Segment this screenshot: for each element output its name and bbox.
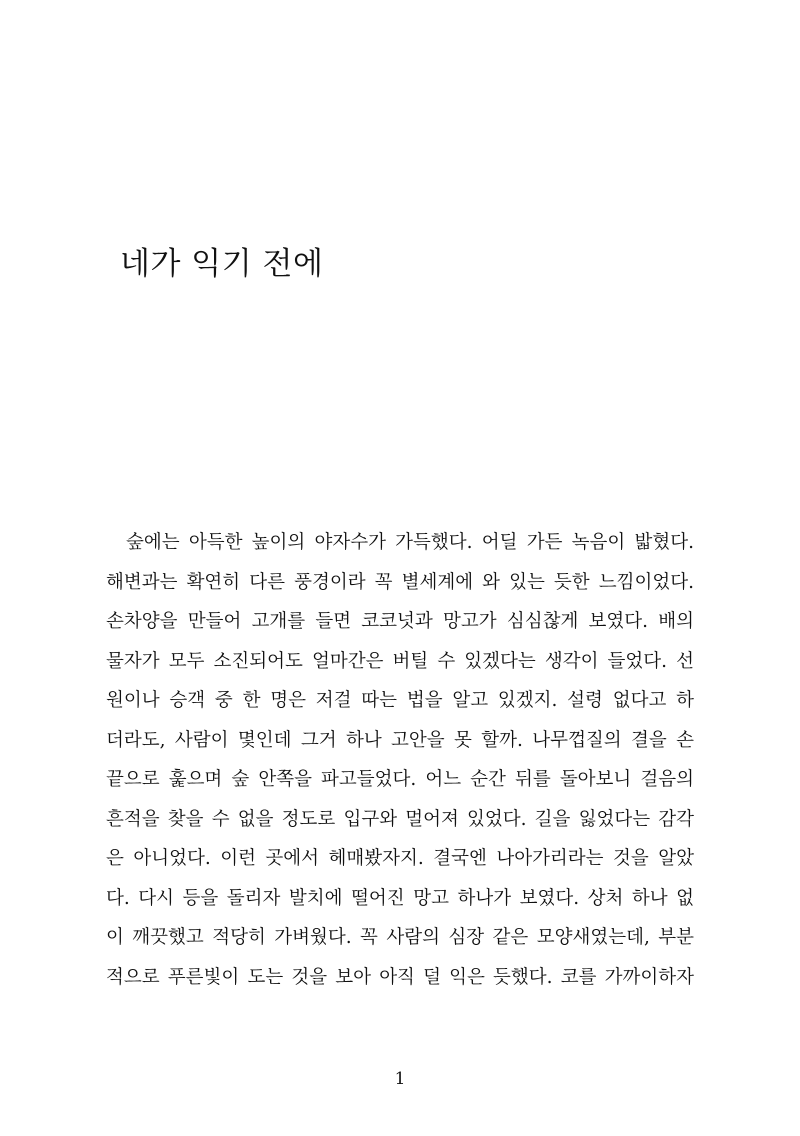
page-number: 1 [394, 1069, 406, 1089]
body-line: 손차양을 만들어 고개를 들면 코코넛과 망고가 심심찮게 보였다. 배의 [106, 611, 694, 632]
body-line: 다. 다시 등을 돌리자 발치에 떨어진 망고 하나가 보였다. 상처 하나 없 [106, 887, 694, 909]
body-line: 은 아니었다. 이런 곳에서 헤매봤자지. 결국엔 나아가리라는 것을 알았 [106, 848, 694, 869]
body-line: 해변과는 확연히 다른 풍경이라 꼭 별세계에 와 있는 듯한 느낌이었다. [106, 571, 694, 593]
body-line: 더라도, 사람이 몇인데 그거 하나 고안을 못 할까. 나무껍질의 결을 손 [106, 729, 694, 751]
body-line: 물자가 모두 소진되어도 얼마간은 버틸 수 있겠다는 생각이 들었다. 선 [106, 650, 694, 672]
body-line: 흔적을 찾을 수 없을 정도로 입구와 멀어져 있었다. 길을 잃었다는 감각 [106, 808, 694, 830]
body-line: 이 깨끗했고 적당히 가벼웠다. 꼭 사람의 심장 같은 모양새였는데, 부분 [106, 927, 694, 948]
body-line: 적으로 푸른빛이 도는 것을 보아 아직 덜 익은 듯했다. 코를 가까이하자 [106, 966, 694, 988]
body-line: 숲에는 아득한 높이의 야자수가 가득했다. 어딜 가든 녹음이 밟혔다. [126, 532, 694, 553]
document-title: 네가 익기 전에 [120, 246, 324, 282]
body-line: 원이나 승객 중 한 명은 저걸 따는 법을 알고 있겠지. 설령 없다고 하 [106, 690, 694, 711]
body-text [106, 523, 694, 997]
body-line: 끝으로 훑으며 숲 안쪽을 파고들었다. 어느 순간 뒤를 돌아보니 걸음의 [106, 769, 694, 790]
